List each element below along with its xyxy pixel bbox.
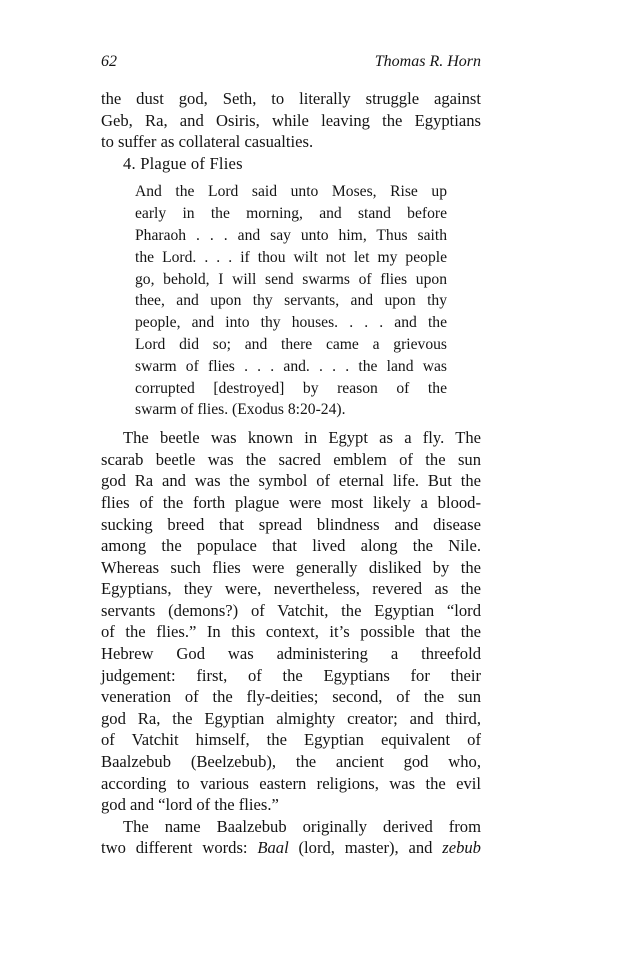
text-line	[101, 837, 481, 859]
quote-line: Pharaoh . . . and say unto him, Thus saith	[135, 226, 447, 244]
text-line: The beetle was known in Egypt as a fly. The	[123, 428, 481, 448]
body-text	[101, 88, 481, 859]
paragraph-baalzebub	[101, 816, 481, 859]
text-line: judgement: first, of the Egyptians for their	[101, 665, 481, 685]
quote-line: Lord did so; and there came a grievous	[135, 335, 447, 353]
quote-line: corrupted [destroyed] by reason of the	[135, 379, 447, 397]
quote-line: thee, and upon thy servants, and upon thy	[135, 292, 447, 310]
term-baal: Baal	[257, 838, 289, 858]
text-line: god Ra, the Egyptian almighty creator; and third,	[101, 708, 481, 728]
text-line: sucking breed that spread blindness and disease	[101, 514, 481, 534]
text-line: according to various eastern religions, was the evil	[101, 773, 481, 793]
text-line: Hebrew God was administering a threefold	[101, 644, 481, 664]
text-line: god and “lord of the flies.”	[101, 795, 279, 815]
running-head: Thomas R. Horn	[374, 53, 481, 70]
text-line: Egyptians, they were, nevertheless, revered as the	[101, 579, 481, 599]
quote-line: early in the morning, and stand before	[135, 205, 447, 223]
text-line: the dust god, Seth, to literally struggle against	[101, 89, 481, 108]
paragraph-beetle	[101, 427, 481, 816]
text-line: Geb, Ra, and Osiris, while leaving the Egyptians	[101, 110, 481, 130]
text-line: servants (demons?) of Vatchit, the Egyptian “lord	[101, 600, 481, 620]
text-line: The name Baalzebub originally derived from	[123, 816, 481, 836]
text-segment: two different words:	[101, 838, 258, 858]
section-heading: 4. Plague of Flies	[123, 153, 243, 173]
term-zebub: zebub	[442, 838, 481, 858]
text-line: Baalzebub (Beelzebub), the ancient god who,	[101, 752, 481, 772]
text-line: of Vatchit himself, the Egyptian equivalent of	[101, 730, 481, 750]
quote-line: swarm of flies . . . and. . . . the land was	[135, 357, 447, 375]
text-segment: (lord, master), and	[288, 838, 443, 858]
text-line: flies of the forth plague were most likely a blood-	[101, 492, 481, 512]
intro-paragraph	[101, 88, 481, 153]
text-line: scarab beetle was the sacred emblem of the sun	[101, 449, 481, 469]
quote-line: go, behold, I will send swarms of flies upon	[135, 270, 447, 288]
quote-line: swarm of flies. (Exodus 8:20-24).	[135, 401, 346, 419]
quote-line: And the Lord said unto Moses, Rise up	[135, 183, 447, 201]
text-line: god Ra and was the symbol of eternal life. But the	[101, 471, 481, 491]
block-quote	[135, 181, 447, 421]
text-line: to suffer as collateral casualties.	[101, 132, 314, 152]
text-line: Whereas such flies were generally disliked by the	[101, 557, 481, 577]
quote-line: the Lord. . . . if thou wilt not let my people	[135, 248, 447, 266]
text-line: veneration of the fly-deities; second, of the sun	[101, 687, 481, 707]
page-header	[101, 52, 481, 72]
page-number: 62	[101, 53, 117, 70]
text-line: among the populace that lived along the Nile.	[101, 536, 481, 556]
text-line: of the flies.” In this context, it’s possible that the	[101, 622, 481, 642]
quote-line: people, and into thy houses. . . . and the	[135, 314, 447, 332]
